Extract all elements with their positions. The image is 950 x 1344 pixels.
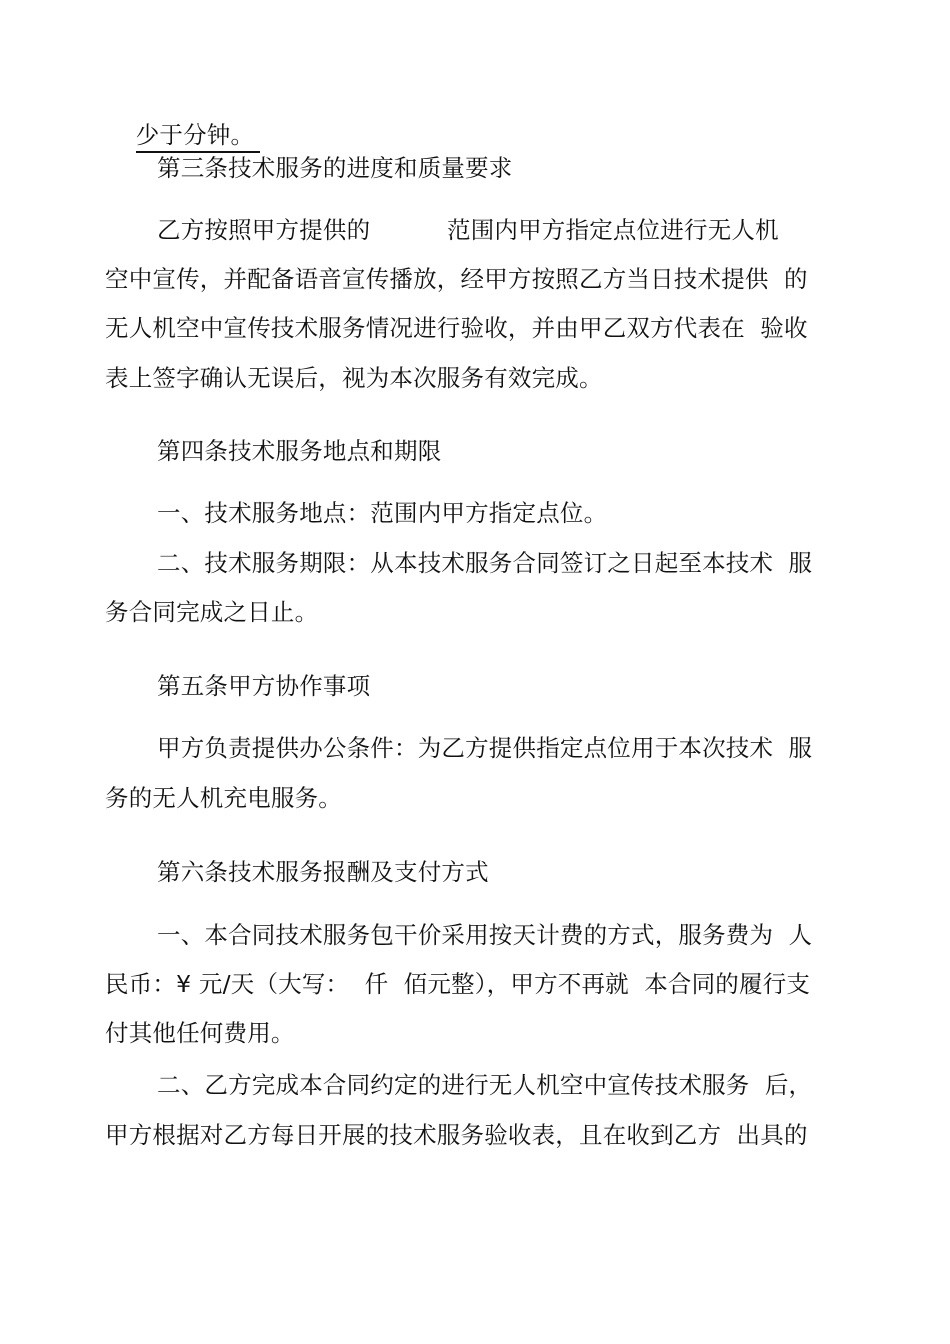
article-5-paragraph-line-2: 务的无人机充电服务。 xyxy=(105,784,342,812)
article-6-item-1-line-3: 付其他任何费用。 xyxy=(105,1019,295,1047)
article-4-item-2-line-1: 二、技术服务期限：从本技术服务合同签订之日起至本技术 服 xyxy=(157,549,813,577)
article-4-item-1: 一、技术服务地点：范围内甲方指定点位。 xyxy=(157,499,608,527)
article-6-item-1-line-1: 一、本合同技术服务包干价采用按天计费的方式，服务费为 人 xyxy=(157,921,813,949)
article-6-item-2-line-2: 甲方根据对乙方每日开展的技术服务验收表，且在收到乙方 出具的 xyxy=(105,1121,808,1149)
article-3-paragraph-line-1: 乙方按照甲方提供的 范围内甲方指定点位进行无人机 xyxy=(157,216,779,244)
article-3-paragraph-line-3: 无人机空中宣传技术服务情况进行验收，并由甲乙双方代表在 验收 xyxy=(105,314,808,342)
underlined-text: 少于分钟。 xyxy=(136,121,261,153)
article-4-heading: 第四条技术服务地点和期限 xyxy=(157,437,442,465)
article-3-heading: 第三条技术服务的进度和质量要求 xyxy=(157,154,513,182)
article-6-item-2-line-1: 二、乙方完成本合同约定的进行无人机空中宣传技术服务 后， xyxy=(157,1071,813,1099)
article-6-heading: 第六条技术服务报酬及支付方式 xyxy=(157,858,489,886)
article-5-heading: 第五条甲方协作事项 xyxy=(157,672,371,700)
article-3-paragraph-line-4: 表上签字确认无误后，视为本次服务有效完成。 xyxy=(105,364,603,392)
article-5-paragraph-line-1: 甲方负责提供办公条件：为乙方提供指定点位用于本次技术 服 xyxy=(157,734,813,762)
article-3-paragraph-line-2: 空中宣传，并配备语音宣传播放，经甲方按照乙方当日技术提供 的 xyxy=(105,265,808,293)
article-4-item-2-line-2: 务合同完成之日止。 xyxy=(105,598,319,626)
continued-line xyxy=(105,84,260,149)
article-6-item-1-line-2: 民币：¥ 元/天（大写： 仟 佰元整），甲方不再就 本合同的履行支 xyxy=(105,970,811,998)
